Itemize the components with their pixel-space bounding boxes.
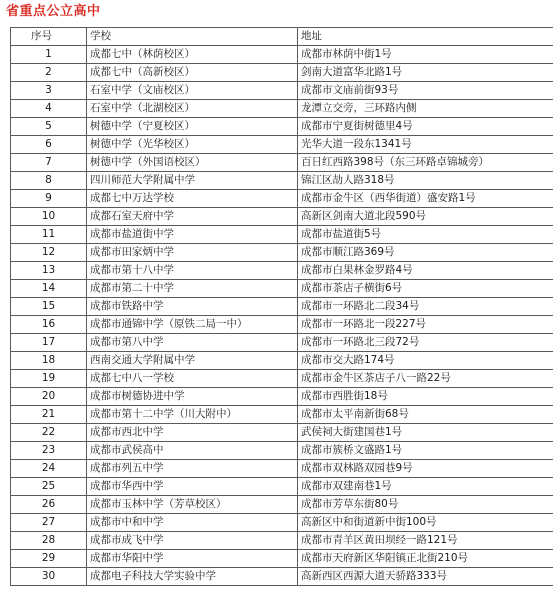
row-number: 11 [11,226,87,244]
school-name: 成都市第八中学 [87,334,298,352]
school-name: 成都市铁路中学 [87,298,298,316]
table-body [11,28,553,586]
school-name: 成都市武侯高中 [87,442,298,460]
school-address: 剑南大道富华北路1号 [298,64,553,82]
row-number: 5 [11,118,87,136]
school-address: 成都市一环路北二段34号 [298,298,553,316]
school-address: 成都市顺江路369号 [298,244,553,262]
school-name: 成都市西北中学 [87,424,298,442]
header-address: 地址 [298,28,553,46]
table-row [11,568,553,586]
header-school: 学校 [87,28,298,46]
school-address: 龙潭立交旁，三环路内侧 [298,100,553,118]
school-address: 成都市西胜街18号 [298,388,553,406]
table-row [11,190,553,208]
school-address: 成都市金牛区（西华街道）盛安路1号 [298,190,553,208]
row-number: 23 [11,442,87,460]
row-number: 6 [11,136,87,154]
row-number: 26 [11,496,87,514]
school-name: 成都市第十八中学 [87,262,298,280]
school-name: 成都市田家炳中学 [87,244,298,262]
row-number: 10 [11,208,87,226]
school-address: 成都市一环路北一段227号 [298,316,553,334]
table-row [11,460,553,478]
row-number: 24 [11,460,87,478]
row-number: 17 [11,334,87,352]
school-name: 树德中学（光华校区） [87,136,298,154]
school-name: 树德中学（宁夏校区） [87,118,298,136]
school-name: 西南交通大学附属中学 [87,352,298,370]
row-number: 8 [11,172,87,190]
table-row [11,118,553,136]
table-row [11,478,553,496]
row-number: 7 [11,154,87,172]
page-title: 省重点公立高中 [6,4,101,19]
row-number: 18 [11,352,87,370]
table-row [11,316,553,334]
table-row [11,388,553,406]
school-address: 成都市双建南巷1号 [298,478,553,496]
school-name: 成都市成飞中学 [87,532,298,550]
table-row [11,262,553,280]
school-address: 百日红西路398号（东三环路卓锦城旁） [298,154,553,172]
school-address: 成都市茶店子横街6号 [298,280,553,298]
table-row [11,334,553,352]
school-address: 成都市交大路174号 [298,352,553,370]
school-address: 成都市一环路北三段72号 [298,334,553,352]
school-name: 树德中学（外国语校区） [87,154,298,172]
row-number: 15 [11,298,87,316]
table-row [11,550,553,568]
school-address: 成都市双林路双园巷9号 [298,460,553,478]
school-name: 成都市盐道街中学 [87,226,298,244]
school-address: 成都市林荫中街1号 [298,46,553,64]
table-row [11,496,553,514]
row-number: 25 [11,478,87,496]
table-row [11,64,553,82]
row-number: 4 [11,100,87,118]
row-number: 16 [11,316,87,334]
school-name: 成都市中和中学 [87,514,298,532]
school-name: 成都市第十二中学（川大附中） [87,406,298,424]
table-row [11,532,553,550]
school-name: 成都石室天府中学 [87,208,298,226]
table-row [11,280,553,298]
header-no: 序号 [11,28,87,46]
table-row [11,172,553,190]
school-name: 成都七中八一学校 [87,370,298,388]
school-address: 高新区中和街道新中街100号 [298,514,553,532]
school-address: 高新区剑南大道北段590号 [298,208,553,226]
school-name: 四川师范大学附属中学 [87,172,298,190]
table-row [11,46,553,64]
school-name: 成都市华西中学 [87,478,298,496]
school-name: 石室中学（北湖校区） [87,100,298,118]
school-name: 成都市通锦中学（原铁二局一中） [87,316,298,334]
row-number: 22 [11,424,87,442]
row-number: 13 [11,262,87,280]
row-number: 12 [11,244,87,262]
school-address: 成都市白果林金罗路4号 [298,262,553,280]
row-number: 3 [11,82,87,100]
school-address: 武侯祠大街建国巷1号 [298,424,553,442]
row-number: 14 [11,280,87,298]
school-address: 成都市金牛区茶店子八一路22号 [298,370,553,388]
school-name: 成都市玉林中学（芳草校区） [87,496,298,514]
row-number: 2 [11,64,87,82]
table-row [11,298,553,316]
table-row [11,424,553,442]
school-name: 成都七中（林荫校区） [87,46,298,64]
school-name: 成都市树德协进中学 [87,388,298,406]
school-address: 锦江区劼人路318号 [298,172,553,190]
school-address: 成都市芳草东街80号 [298,496,553,514]
row-number: 29 [11,550,87,568]
table-row [11,136,553,154]
table-row [11,154,553,172]
table-row [11,406,553,424]
school-name: 石室中学（文庙校区） [87,82,298,100]
table-row [11,208,553,226]
row-number: 19 [11,370,87,388]
school-address: 成都市太平南新街68号 [298,406,553,424]
school-address: 成都市青羊区黄田坝经一路121号 [298,532,553,550]
table-row [11,244,553,262]
school-address: 成都市宁夏街树德里4号 [298,118,553,136]
row-number: 1 [11,46,87,64]
table-row [11,100,553,118]
table-row [11,352,553,370]
school-name: 成都市第二十中学 [87,280,298,298]
school-name: 成都七中万达学校 [87,190,298,208]
row-number: 20 [11,388,87,406]
school-address: 成都市文庙前街93号 [298,82,553,100]
school-address: 高新西区西源大道天骄路333号 [298,568,553,586]
school-address: 成都市天府新区华阳镇正北街210号 [298,550,553,568]
table-row [11,370,553,388]
school-address: 成都市簇桥文盛路1号 [298,442,553,460]
row-number: 27 [11,514,87,532]
school-name: 成都市华阳中学 [87,550,298,568]
school-address: 成都市盐道街5号 [298,226,553,244]
table-row [11,82,553,100]
row-number: 30 [11,568,87,586]
row-number: 28 [11,532,87,550]
table-row [11,442,553,460]
school-name: 成都市列五中学 [87,460,298,478]
school-address: 光华大道一段东1341号 [298,136,553,154]
table-row [11,514,553,532]
table-header-row [11,28,553,46]
row-number: 9 [11,190,87,208]
school-name: 成都七中（高新校区） [87,64,298,82]
table-row [11,226,553,244]
school-table [10,27,553,586]
school-name: 成都电子科技大学实验中学 [87,568,298,586]
row-number: 21 [11,406,87,424]
